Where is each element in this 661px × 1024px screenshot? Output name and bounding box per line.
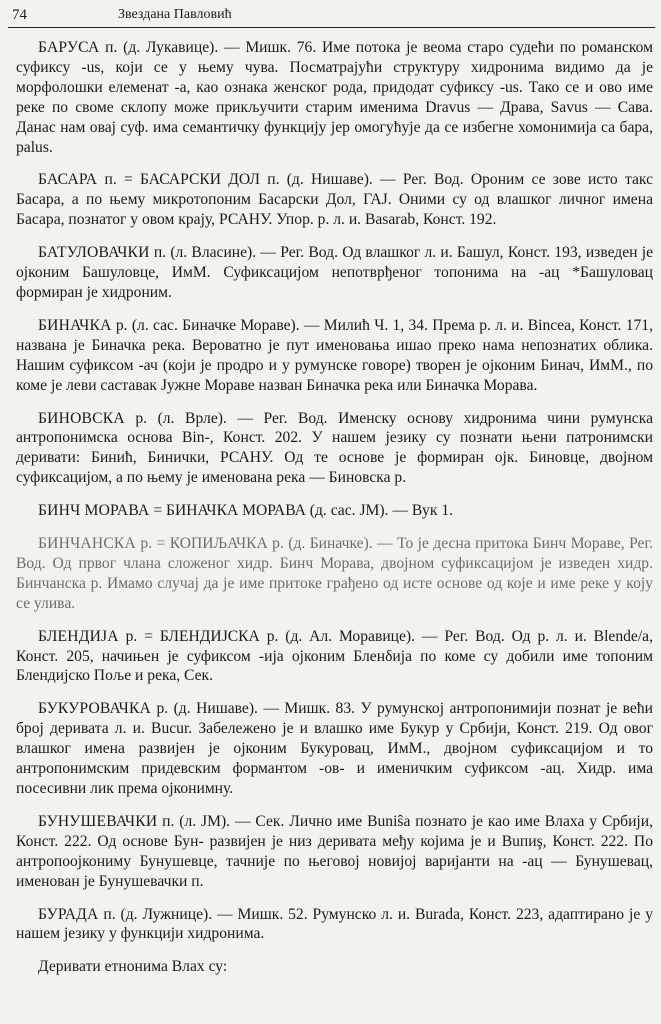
entry-blendija [16, 627, 653, 687]
entry-binc-morava [16, 501, 653, 521]
entry-text: п. = БАСАРСКИ ДОЛ п. (д. Нишаве). — Рег. Вод. Ороним се зове исто такс Басара, а по њему микротопоним Басарски Дол, ГАЈ. Оними су од влашког личног имена Басара, познатог у овом крају, РСАНУ. Упор. р. л. и. Basarab, Конст. 192. [16, 171, 653, 229]
headword: БАРУСА [38, 39, 100, 56]
entry-text: п. (л. ЈМ). — Сек. Лично име Buniŝa познато је као име Влаха у Србији, Конст. 222. Од основе Бун- развијен је низ деривата међу којима је и Buпиş, Конст. 222. По антропоојкониму Бунушевце, тачније по његовој новијој варијанти на -ац — Бунушевац, именован је Бунушевачки п. [16, 812, 653, 890]
entry-bukurovacka [16, 699, 653, 799]
running-header [8, 4, 653, 26]
entry-batulovacki [16, 243, 653, 303]
headword: БЛЕНДИЈА [38, 627, 119, 645]
author-name: Звездана Павловић [118, 7, 232, 22]
entry-bunusevacki [16, 812, 653, 892]
entry-burada [16, 905, 653, 945]
headword: БИНЧАНСКА [38, 535, 136, 553]
entry-text: п. (л. Власине). — Рег. Вод. Од влашког л. и. Башул, Конст. 193, изведен је ојконим Башуловце, ИмМ. Суфиксацијом непотврђеног топонима на -ац *Башуловац формиран је хидроним. [16, 244, 653, 301]
entry-text: р. (л. Врле). — Рег. Вод. Именску основу хидронима чини румунска антропонимска основа Bin-, Конст. 202. У нашем језику су познати њени патронимски деривати: Бинић, Бинички, РСАНУ. Од те основе је формиран ојк. Биновце, двојном суфиксацијом, а по њему је именована река — Биновска р. [16, 409, 653, 487]
headword: БИНОВСКА [38, 409, 125, 427]
header-rule [8, 27, 655, 28]
entry-binacka [16, 316, 653, 396]
headword: БИНЧ МОРАВА [38, 502, 150, 520]
page-number: 74 [12, 7, 27, 23]
entry-text: р. = БЛЕНДИЈСКА р. (д. Ал. Моравице). — Рег. Вод. Од р. л. и. Blende/a, Конст. 205, начињен је суфиксом -ија ојконим Бленδија по коме су добили име топоним Блендијско Поље и река, Сек. [16, 627, 653, 685]
entry-text: = БИНАЧКА МОРАВА (д. сас. ЈМ). — Вук 1. [149, 502, 454, 520]
entry-text: р. = КОПИЉАЧКА р. (д. Биначке). — То је десна притока Бинч Мораве, Рег. Вод. Од првог члана сложеног хидр. Бинч Морава, двојном суфиксацијом је изведен хидр. Бинчанска р. Имамо случај да је име притоке грађено од исте основе од које и име реке у коју се улива. [16, 535, 653, 612]
headword: БИНАЧКА [38, 316, 112, 334]
headword: БАТУЛОВАЧКИ [38, 244, 150, 262]
headword: БУКУРОВАЧКА [38, 700, 152, 718]
dictionary-body [16, 38, 653, 977]
entry-text: п. (д. Лукавице). — Мишк. 76. Име потока је веома старо судећи по романском суфиксу -us, који се у њему чува. Посматрајући структуру хидронима видимо да је морфолошки елеменат -а, као ознака женског рода, придодат суфиксу -us. Тако се и ово име реке по своме склопу може прикључити старим именима Dravus — Драва, Savus — Сава. Данас нам овај суф. има семантичку функцију јер омогућује да се избегне хомонимија са бара, palus. [16, 39, 653, 156]
headword: БУНУШЕВАЧКИ [38, 812, 158, 830]
headword: БУРАДА [38, 905, 99, 923]
closing-line: Деривати етнонима Влах су: [38, 958, 228, 976]
entry-barusa [16, 38, 653, 157]
entry-bincanska [16, 534, 653, 614]
entry-text: р. (д. Нишаве). — Мишк. 83. У румунској антропонимији познат је већи број деривата л. и. Bucur. Забележено је и влашко име Букур у Србији, Конст. 219. Од овог влашког имена развијен је ојконим Букуровац, ИмМ., двојном суфиксацијом и то антропонимским придевским формантом -ов- и именичким суфиксом -ац. Хидр. има посесивни лик према ојконимну. [16, 700, 653, 797]
entry-basara [16, 170, 653, 230]
entry-text: р. (л. сас. Биначке Мораве). — Милић Ч. 1, 34. Према р. л. и. Bincea, Конст. 171, названа је Биначка река. Вероватно је пут именовања ишао преко нама непознатих облика. Нашим суфиксом -ач (који је продро и у румунске говоре) творен је ојконим Бинач, ИмМ., по коме је леви саставак Јужне Мораве назван Биначка река или Биначка Морава. [16, 316, 653, 394]
headword: БАСАРА [38, 171, 98, 189]
entry-binovska [16, 409, 653, 489]
entry-text: п. (д. Лужнице). — Мишк. 52. Румунско л. и. Burada, Конст. 223, адаптирано је у нашем језику у функцији хидронима. [16, 905, 653, 943]
